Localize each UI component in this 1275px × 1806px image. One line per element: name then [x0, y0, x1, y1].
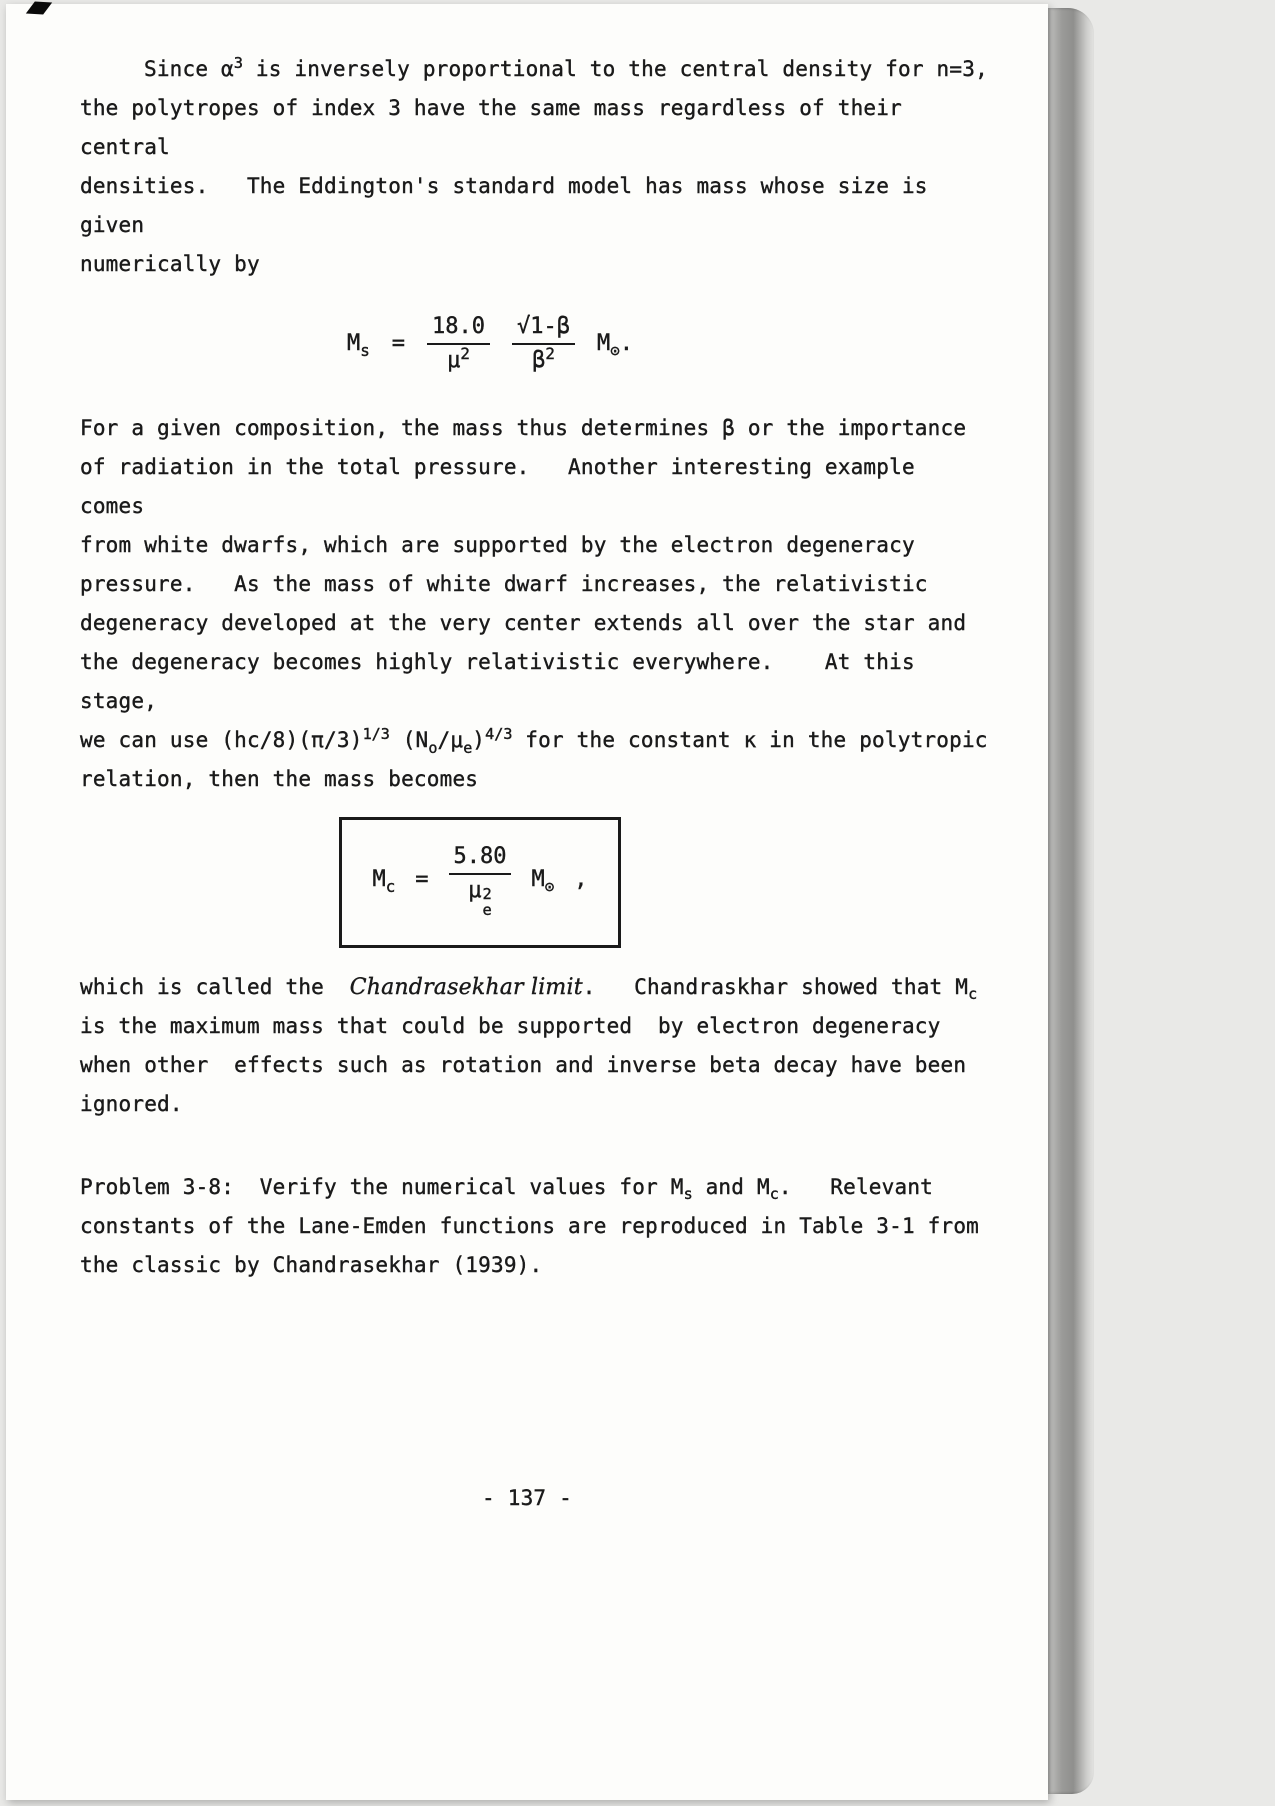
equation-chandrasekhar-mass [339, 817, 620, 948]
paragraph-white-dwarfs: For a given composition, the mass thus determines β or the importance of radiation in the total pressure. Another interesting example comes from white dwarfs, which are supported by the electron degeneracy pressure. As the mass of white dwarf increases, the relativistic degeneracy developed at the very center extends all over the star and the degeneracy becomes highly relativistic everywhere. At this stage, we can use $(hc/8)(\pi/3)^{1/3}$ $(N_o/\mu_e)^{4/3}$ for the constant κ in the polytropic relation, then the mass becomes [80, 415, 988, 791]
paper-sheet [6, 4, 1048, 1800]
equals-sign: = [391, 331, 406, 357]
comma-terminator: , [574, 866, 588, 892]
fraction-580-over-mue2: 5.80 μ 2 e [449, 844, 512, 917]
fraction-sqrt1mb-over-beta2: $\frac{√1-\beta}{\beta^2}$ [512, 314, 575, 375]
solar-mass-symbol: $M_⊙$. [596, 331, 634, 361]
mass-symbol-mc: $M_c$ [372, 866, 396, 896]
paragraph-intro: Since $\alpha^3$ is inversely proportional to the central density for n=3, the polytropes of index 3 have the same mass regardless of their central densities. The Eddington's standard model has mass whose size is given numerically by [80, 54, 988, 276]
scan-corner-artifact [26, 2, 52, 15]
equation-box-wrapper [25, 817, 935, 948]
paragraph-problem-3-8: Problem 3-8: Verify the numerical values for $M_s$ and $M_c$. Relevant constants of the Lane-Emden functions are reproduced in Table 3-1 from the classic by Chandrasekhar (1939). [80, 1174, 980, 1277]
page-number: - 137 - [482, 1486, 572, 1510]
page-content [80, 50, 990, 1285]
book-page-edge [1048, 8, 1094, 1794]
equals-sign: = [415, 866, 429, 892]
paragraph-chandrasekhar-limit: which is called the Chandrasekhar limit. Chandraskhar showed that $M_c$ is the maximum mass that could be supported by electron degeneracy when other effects such as rotation and inverse beta decay have been ignored. [80, 974, 978, 1116]
equation-eddington-mass [35, 314, 945, 375]
solar-mass-symbol: $M_⊙$ [531, 866, 555, 896]
mass-symbol-ms: $M_s$ [346, 331, 370, 361]
fraction-18-over-mu2: $\frac{18.0}{\mu^2}$ [427, 314, 490, 375]
